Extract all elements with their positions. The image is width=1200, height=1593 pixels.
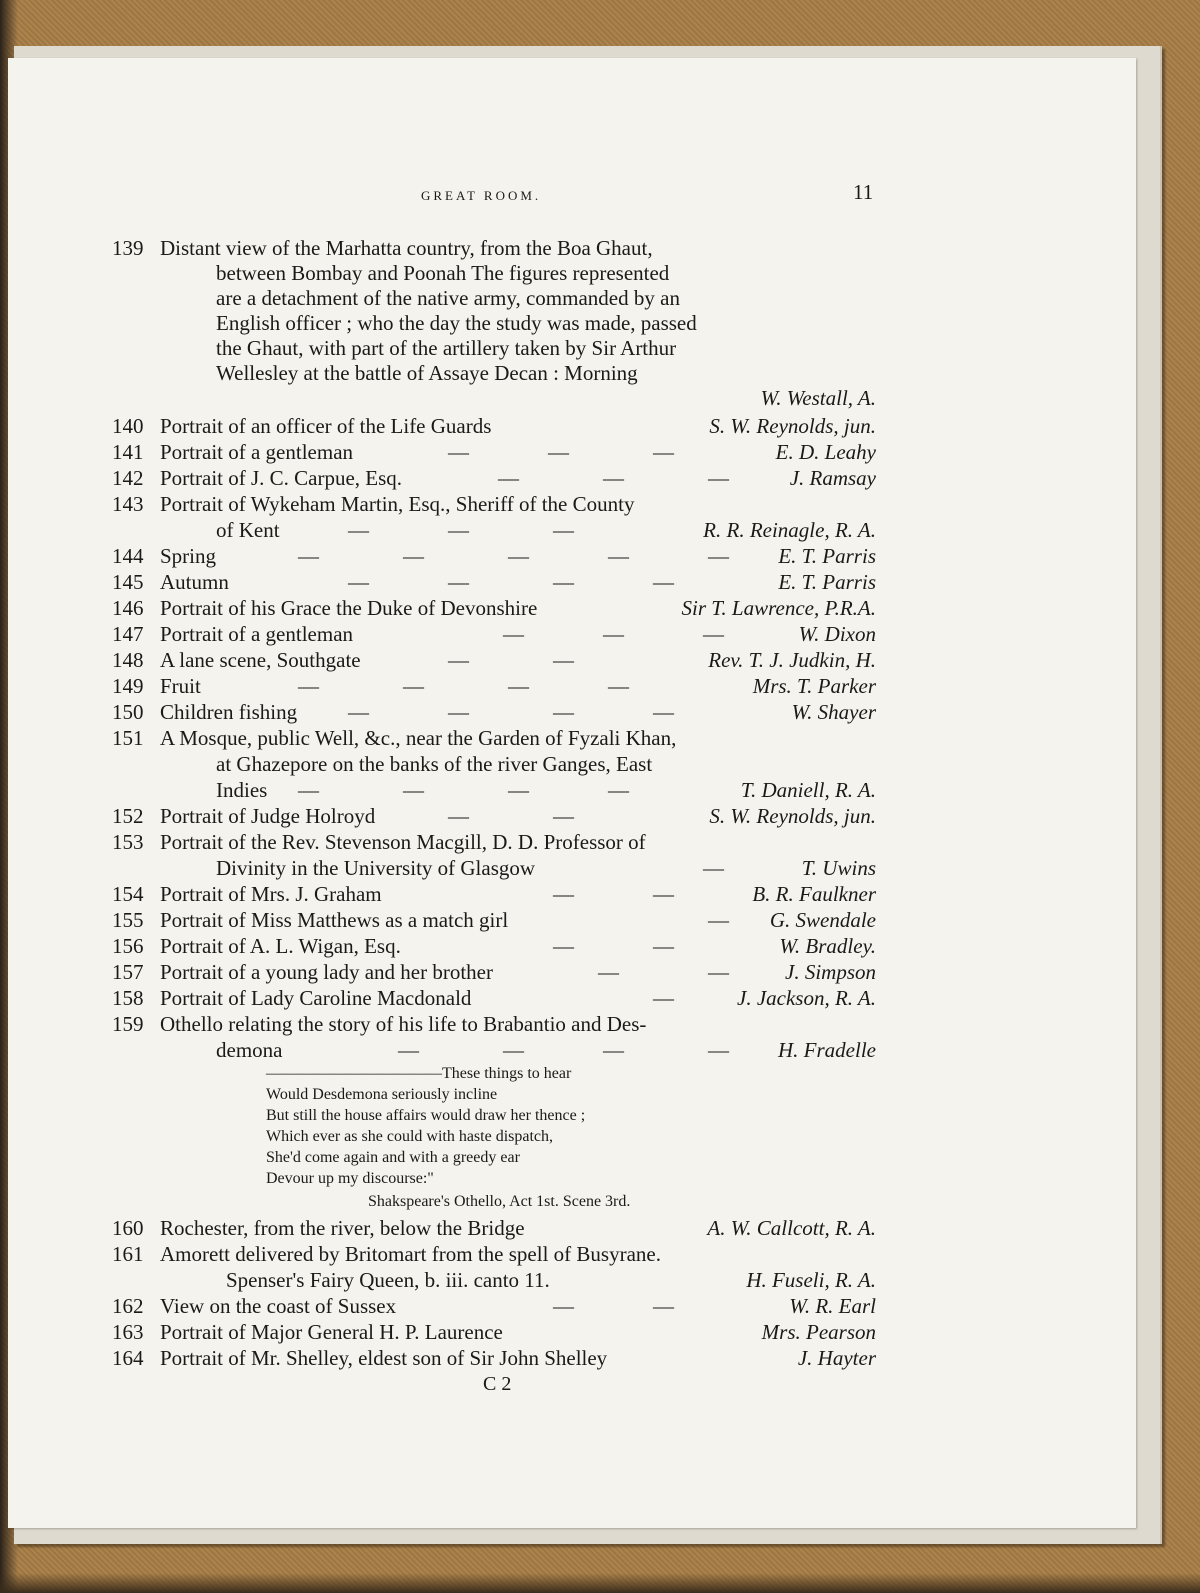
entry-title-line: Othello relating the story of his life to Brabantio and Des- bbox=[160, 1012, 647, 1036]
leader-dash: — bbox=[448, 440, 469, 464]
entry-number: 151 bbox=[112, 726, 144, 750]
leader-dash: — bbox=[348, 700, 369, 724]
entry-artist: S. W. Reynolds, jun. bbox=[709, 414, 876, 438]
entry-number: 150 bbox=[112, 700, 144, 724]
entry-title-line: Spring bbox=[160, 544, 217, 568]
entry-number: 153 bbox=[112, 830, 144, 854]
entry-artist: W. Bradley. bbox=[779, 934, 876, 958]
leader-dash: — bbox=[603, 466, 624, 490]
leader-dash: — bbox=[608, 544, 629, 568]
leader-dash: — bbox=[553, 804, 574, 828]
leader-dash: — bbox=[503, 622, 524, 646]
leader-dash: — bbox=[653, 440, 674, 464]
entry-title-line: Portrait of A. L. Wigan, Esq. bbox=[160, 934, 401, 958]
book-page bbox=[8, 58, 1136, 1528]
entry-title-line: Portrait of Lady Caroline Macdonald bbox=[160, 986, 472, 1010]
entry-title-line: Fruit bbox=[160, 674, 201, 698]
entry-artist: J. Jackson, R. A. bbox=[737, 986, 876, 1010]
entry-title-line: English officer ; who the day the study was made, passed bbox=[216, 311, 697, 335]
leader-dash: — bbox=[553, 1294, 574, 1318]
entry-artist: E. T. Parris bbox=[778, 544, 876, 568]
entry-title-line: of Kent bbox=[216, 518, 280, 542]
leader-dash: — bbox=[608, 674, 629, 698]
leader-dash: — bbox=[508, 778, 529, 802]
entry-artist: W. R. Earl bbox=[789, 1294, 876, 1318]
entry-title-line: Portrait of the Rev. Stevenson Macgill, D. D. Professor of bbox=[160, 830, 646, 854]
leader-dash: — bbox=[708, 960, 729, 984]
entry-number: 145 bbox=[112, 570, 144, 594]
entry-artist: J. Hayter bbox=[797, 1346, 876, 1370]
leader-dash: — bbox=[653, 1294, 674, 1318]
leader-dash: — bbox=[653, 700, 674, 724]
entry-number: 154 bbox=[112, 882, 144, 906]
entry-number: 143 bbox=[112, 492, 144, 516]
entry-title-line: Portrait of Mr. Shelley, eldest son of Sir John Shelley bbox=[160, 1346, 608, 1370]
quotation-line: But still the house affairs would draw her thence ; bbox=[266, 1107, 586, 1124]
leader-dash: — bbox=[508, 674, 529, 698]
entry-number: 155 bbox=[112, 908, 144, 932]
leader-dash: — bbox=[708, 544, 729, 568]
entry-title-line: Portrait of his Grace the Duke of Devonshire bbox=[160, 596, 538, 620]
leader-dash: — bbox=[448, 700, 469, 724]
entry-title-line: Portrait of a gentleman bbox=[160, 440, 354, 464]
leader-dash: — bbox=[348, 570, 369, 594]
entry-artist: Sir T. Lawrence, P.R.A. bbox=[681, 596, 876, 620]
entry-title-line: A Mosque, public Well, &c., near the Garden of Fyzali Khan, bbox=[160, 726, 677, 750]
entry-number: 147 bbox=[112, 622, 144, 646]
entry-title-line: Amorett delivered by Britomart from the spell of Busyrane. bbox=[160, 1242, 661, 1266]
entry-title-line: Spenser's Fairy Queen, b. iii. canto 11. bbox=[226, 1268, 550, 1292]
entry-artist: S. W. Reynolds, jun. bbox=[709, 804, 876, 828]
entry-artist: H. Fuseli, R. A. bbox=[746, 1268, 876, 1292]
leader-dash: — bbox=[298, 778, 319, 802]
entry-title-line: Portrait of a gentleman bbox=[160, 622, 354, 646]
entry-number: 144 bbox=[112, 544, 144, 568]
leader-dash: — bbox=[503, 1038, 524, 1062]
leader-dash: — bbox=[553, 570, 574, 594]
entry-number: 146 bbox=[112, 596, 144, 620]
entry-number: 140 bbox=[112, 414, 144, 438]
entry-title-line: Portrait of Wykeham Martin, Esq., Sheriff of the County bbox=[160, 492, 635, 516]
leader-dash: — bbox=[403, 544, 424, 568]
entry-artist: W. Shayer bbox=[791, 700, 876, 724]
leader-dash: — bbox=[298, 674, 319, 698]
leader-dash: — bbox=[553, 882, 574, 906]
leader-dash: — bbox=[498, 466, 519, 490]
leader-dash: — bbox=[508, 544, 529, 568]
entry-title-line: Portrait of Major General H. P. Laurence bbox=[160, 1320, 503, 1344]
entry-number: 149 bbox=[112, 674, 144, 698]
leader-dash: — bbox=[653, 570, 674, 594]
entry-artist: E. D. Leahy bbox=[775, 440, 876, 464]
quotation-line: Would Desdemona seriously incline bbox=[266, 1086, 498, 1103]
page-number: 11 bbox=[853, 180, 874, 204]
leader-dash: — bbox=[708, 466, 729, 490]
entry-title-line: Wellesley at the battle of Assaye Decan : Morning bbox=[216, 361, 638, 385]
entry-title-line: Portrait of an officer of the Life Guards bbox=[160, 414, 492, 438]
running-header: GREAT ROOM. bbox=[421, 188, 542, 203]
entry-title-line: the Ghaut, with part of the artillery taken by Sir Arthur bbox=[216, 336, 677, 360]
leader-dash: — bbox=[403, 674, 424, 698]
entry-artist: A. W. Callcott, R. A. bbox=[707, 1216, 876, 1240]
entry-number: 159 bbox=[112, 1012, 144, 1036]
page-text bbox=[8, 58, 1136, 1528]
entry-title-line: Indies bbox=[216, 778, 268, 802]
entry-title-line: Portrait of Judge Holroyd bbox=[160, 804, 376, 828]
leader-dash: — bbox=[703, 856, 724, 880]
entry-artist: B. R. Faulkner bbox=[752, 882, 876, 906]
leader-dash: — bbox=[603, 1038, 624, 1062]
entry-number: 163 bbox=[112, 1320, 144, 1344]
leader-dash: — bbox=[553, 648, 574, 672]
leader-dash: — bbox=[398, 1038, 419, 1062]
entry-title-line: Children fishing bbox=[160, 700, 298, 724]
entry-title-line: View on the coast of Sussex bbox=[160, 1294, 397, 1318]
leader-dash: — bbox=[298, 544, 319, 568]
entry-number: 148 bbox=[112, 648, 144, 672]
quotation-line: Which ever as she could with haste dispatch, bbox=[266, 1128, 554, 1145]
entry-title-line: Autumn bbox=[160, 570, 229, 594]
entry-artist: E. T. Parris bbox=[778, 570, 876, 594]
entry-artist: W. Westall, A. bbox=[760, 386, 876, 410]
entry-number: 142 bbox=[112, 466, 144, 490]
quotation-line: Devour up my discourse:" bbox=[266, 1170, 434, 1187]
entry-title-line: demona bbox=[216, 1038, 283, 1062]
leader-dash: — bbox=[448, 518, 469, 542]
entry-number: 160 bbox=[112, 1216, 144, 1240]
entry-title-line: Portrait of J. C. Carpue, Esq. bbox=[160, 466, 403, 490]
entry-title-line: Rochester, from the river, below the Bridge bbox=[160, 1216, 525, 1240]
leader-dash: — bbox=[448, 570, 469, 594]
leader-dash: — bbox=[653, 986, 674, 1010]
leader-dash: — bbox=[348, 518, 369, 542]
entry-artist: J. Simpson bbox=[785, 960, 876, 984]
leader-dash: — bbox=[598, 960, 619, 984]
leader-dash: — bbox=[603, 622, 624, 646]
leader-dash: — bbox=[553, 934, 574, 958]
leader-dash: — bbox=[448, 648, 469, 672]
entry-title-line: Portrait of Miss Matthews as a match girl bbox=[160, 908, 509, 932]
entry-title-line: at Ghazepore on the banks of the river Ganges, East bbox=[216, 752, 653, 776]
quotation-line: She'd come again and with a greedy ear bbox=[266, 1149, 520, 1166]
leader-dash: — bbox=[553, 700, 574, 724]
quotation-line: ———————————These things to hear bbox=[266, 1065, 572, 1082]
entry-title-line: Portrait of a young lady and her brother bbox=[160, 960, 493, 984]
entry-artist: G. Swendale bbox=[769, 908, 876, 932]
leader-dash: — bbox=[448, 804, 469, 828]
entry-number: 152 bbox=[112, 804, 144, 828]
entry-title-line: are a detachment of the native army, commanded by an bbox=[216, 286, 680, 310]
entry-artist: H. Fradelle bbox=[778, 1038, 876, 1062]
quotation-source: Shakspeare's Othello, Act 1st. Scene 3rd. bbox=[368, 1193, 631, 1210]
entry-artist: J. Ramsay bbox=[789, 466, 876, 490]
leader-dash: — bbox=[548, 440, 569, 464]
entry-number: 162 bbox=[112, 1294, 144, 1318]
leader-dash: — bbox=[703, 622, 724, 646]
entry-number: 157 bbox=[112, 960, 144, 984]
leader-dash: — bbox=[708, 1038, 729, 1062]
entry-title-line: Divinity in the University of Glasgow bbox=[216, 856, 536, 880]
printer-signature: C 2 bbox=[483, 1373, 512, 1395]
entry-title-line: Portrait of Mrs. J. Graham bbox=[160, 882, 382, 906]
entry-number: 141 bbox=[112, 440, 144, 464]
leader-dash: — bbox=[553, 518, 574, 542]
leader-dash: — bbox=[608, 778, 629, 802]
entry-number: 164 bbox=[112, 1346, 144, 1370]
entry-number: 156 bbox=[112, 934, 144, 958]
entry-artist: Rev. T. J. Judkin, H. bbox=[708, 648, 876, 672]
entry-number: 158 bbox=[112, 986, 144, 1010]
binding-shadow-bottom bbox=[0, 1573, 1200, 1593]
entry-artist: Mrs. T. Parker bbox=[752, 674, 876, 698]
entry-artist: W. Dixon bbox=[798, 622, 876, 646]
entry-artist: Mrs. Pearson bbox=[761, 1320, 876, 1344]
entry-number: 139 bbox=[112, 236, 144, 260]
entry-artist: T. Uwins bbox=[801, 856, 876, 880]
entry-number: 161 bbox=[112, 1242, 144, 1266]
leader-dash: — bbox=[653, 882, 674, 906]
entry-title-line: between Bombay and Poonah The figures represented bbox=[216, 261, 670, 285]
entry-artist: T. Daniell, R. A. bbox=[740, 778, 876, 802]
entry-artist: R. R. Reinagle, R. A. bbox=[703, 518, 876, 542]
leader-dash: — bbox=[708, 908, 729, 932]
leader-dash: — bbox=[653, 934, 674, 958]
entry-title-line: A lane scene, Southgate bbox=[160, 648, 361, 672]
leader-dash: — bbox=[403, 778, 424, 802]
entry-title-line: Distant view of the Marhatta country, from the Boa Ghaut, bbox=[160, 236, 653, 260]
